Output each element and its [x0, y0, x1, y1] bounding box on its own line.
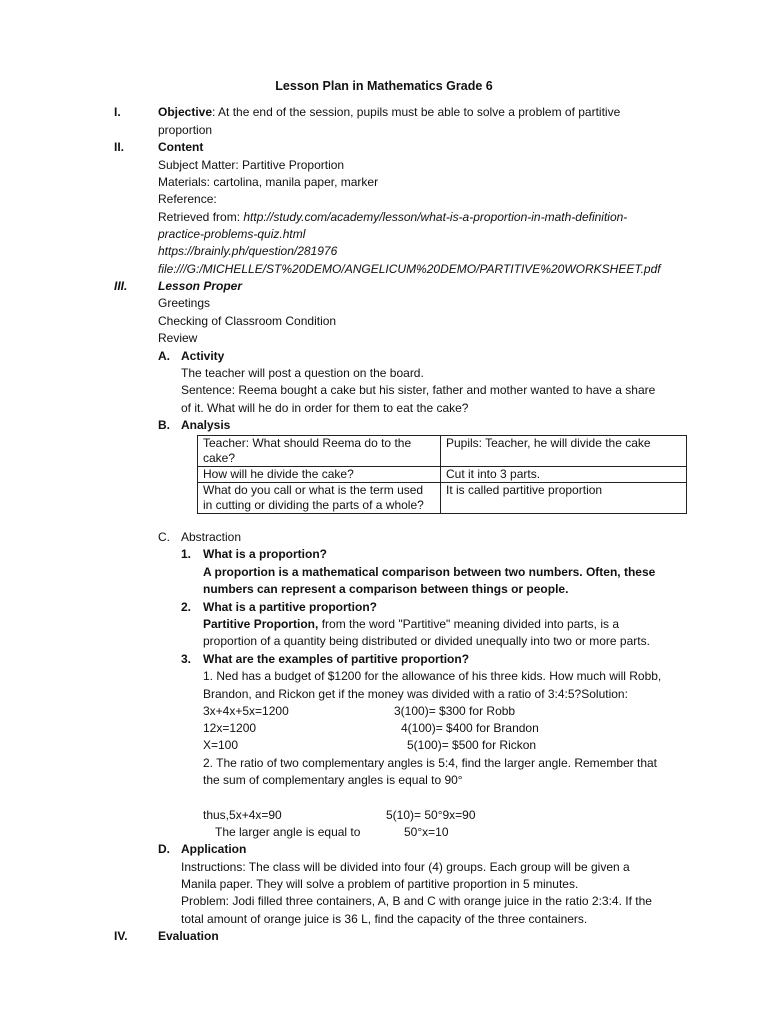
table-row: [198, 436, 687, 467]
materials: Materials: cartolina, manila paper, marker: [158, 175, 379, 189]
example-2-line-2: the sum of complementary angles is equal to 90°: [203, 773, 463, 787]
section-number-i: I.: [114, 105, 121, 119]
reference-link-1-cont[interactable]: practice-problems-quiz.html: [158, 227, 306, 241]
solution-1-right: 3(100)= $300 for Robb: [394, 704, 516, 718]
solution-1-left: 3x+4x+5x=1200: [203, 704, 289, 718]
answer-1-line-2: numbers can represent a comparison between things or people.: [203, 582, 569, 596]
answer-2-line-1: [203, 616, 619, 633]
abstraction-letter: C.: [158, 530, 170, 544]
reference-label: Reference:: [158, 192, 217, 206]
solution-2-right: 4(100)= $400 for Brandon: [401, 721, 539, 735]
table-cell: How will he divide the cake?: [198, 467, 441, 483]
table-cell: What do you call or what is the term used in cutting or dividing the parts of a whole?: [198, 483, 441, 514]
analysis-label: Analysis: [181, 418, 231, 432]
question-2-number: 2.: [181, 600, 192, 614]
section-number-iv: IV.: [114, 929, 128, 943]
page-title: Lesson Plan in Mathematics Grade 6: [275, 79, 493, 93]
evaluation-label: Evaluation: [158, 929, 219, 943]
solution-3-left: X=100: [203, 738, 239, 752]
activity-line-1: The teacher will post a question on the board.: [181, 366, 424, 380]
objective-label: Objective: [158, 105, 213, 119]
analysis-letter: B.: [158, 418, 170, 432]
larger-angle-left: The larger angle is equal to: [215, 825, 361, 839]
content-label: Content: [158, 140, 204, 154]
abstraction-label: Abstraction: [181, 530, 242, 544]
question-1: What is a proportion?: [203, 547, 327, 561]
solution-2-left: 12x=1200: [203, 721, 257, 735]
question-2: What is a partitive proportion?: [203, 600, 378, 614]
answer-2-text: from the word "Partitive" meaning divided into parts, is a: [318, 617, 620, 631]
lesson-proper-label: Lesson Proper: [158, 279, 243, 293]
table-row: [198, 483, 687, 514]
table-cell: It is called partitive proportion: [441, 483, 687, 514]
objective-text-cont: proportion: [158, 123, 213, 137]
answer-1-line-1: A proportion is a mathematical comparison between two numbers. Often, these: [203, 565, 656, 579]
application-line-4: total amount of orange juice is 36 L, find the capacity of the three containers.: [181, 912, 588, 926]
answer-2-term: Partitive Proportion,: [203, 617, 319, 631]
example-1-line-1: 1. Ned has a budget of $1200 for the allowance of his three kids. How much will Robb,: [203, 669, 662, 683]
table-cell: Teacher: What should Reema do to the cake?: [198, 436, 441, 467]
section-number-ii: II.: [114, 140, 125, 154]
activity-line-3: of it. What will he do in order for them to eat the cake?: [181, 401, 469, 415]
reference-link-3[interactable]: file:///G:/MICHELLE/ST%20DEMO/ANGELICUM%20DEMO/PARTITIVE%20WORKSHEET.pdf: [158, 262, 661, 276]
application-line-3: Problem: Jodi filled three containers, A, B and C with orange juice in the ratio 2:3:4. If the: [181, 894, 652, 908]
activity-line-2: Sentence: Reema bought a cake but his sister, father and mother wanted to have a share: [181, 383, 656, 397]
example-2-line-1: 2. The ratio of two complementary angles is 5:4, find the larger angle. Remember that: [203, 756, 658, 770]
example-1-line-2: Brandon, and Rickon get if the money was divided with a ratio of 3:4:5?Solution:: [203, 687, 628, 701]
application-line-1: Instructions: The class will be divided into four (4) groups. Each group will be given a: [181, 860, 630, 874]
solution-3-right: 5(100)= $500 for Rickon: [407, 738, 537, 752]
subject-matter: Subject Matter: Partitive Proportion: [158, 158, 345, 172]
application-label: Application: [181, 842, 247, 856]
objective-text: : At the end of the session, pupils must be able to solve a problem of partitive: [212, 105, 621, 119]
application-line-2: Manila paper. They will solve a problem of partitive proportion in 5 minutes.: [181, 877, 579, 891]
question-1-number: 1.: [181, 547, 192, 561]
question-3: What are the examples of partitive proportion?: [203, 652, 470, 666]
thus-left: thus,5x+4x=90: [203, 808, 282, 822]
reference-link-2[interactable]: https://brainly.ph/question/281976: [158, 244, 338, 258]
answer-2-line-2: proportion of a quantity being distributed or divided unequally into two or more parts.: [203, 634, 650, 648]
reference-link-1[interactable]: http://study.com/academy/lesson/what-is-a-proportion-in-math-definition-: [243, 210, 628, 224]
larger-angle-right: 50°x=10: [404, 825, 449, 839]
table-cell: Pupils: Teacher, he will divide the cake: [441, 436, 687, 467]
activity-letter: A.: [158, 349, 170, 363]
thus-right: 5(10)= 50°9x=90: [386, 808, 476, 822]
objective-line: [158, 104, 620, 121]
table-cell: Cut it into 3 parts.: [441, 467, 687, 483]
section-number-iii: III.: [114, 279, 128, 293]
review: Review: [158, 331, 198, 345]
question-3-number: 3.: [181, 652, 192, 666]
checking-classroom: Checking of Classroom Condition: [158, 314, 337, 328]
analysis-table: [197, 435, 687, 514]
activity-label: Activity: [181, 349, 225, 363]
table-row: [198, 467, 687, 483]
retrieved-prefix: Retrieved from:: [158, 210, 244, 224]
greetings: Greetings: [158, 296, 211, 310]
retrieved-line: [158, 209, 627, 226]
application-letter: D.: [158, 842, 170, 856]
